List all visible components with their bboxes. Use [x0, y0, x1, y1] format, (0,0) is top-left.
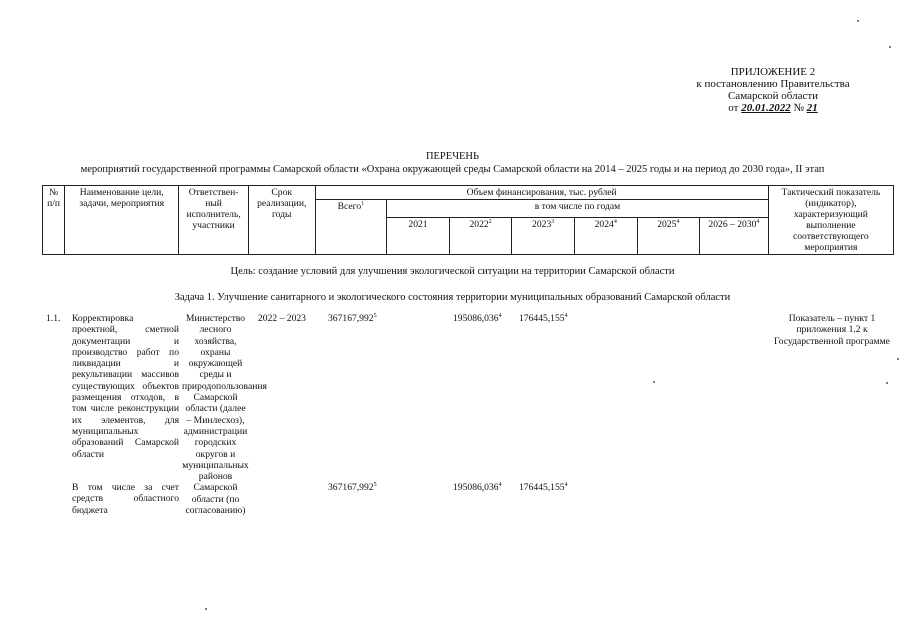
col-header-2026-2030: 2026 – 2030$^4$ [700, 218, 769, 255]
scan-speck [889, 46, 891, 48]
col-header-by-year: в том числе по годам [387, 200, 769, 218]
number-value: 21 [806, 102, 818, 114]
row-number: 1.1. [46, 313, 61, 324]
row-budget-total: 367167,992$^5$ [328, 482, 377, 493]
col-header-2024: 2024$^4$ [574, 218, 637, 255]
col-header-finance: Объем финансирования, тыс. рублей [315, 186, 768, 200]
row-total: 367167,992$^5$ [328, 313, 377, 324]
row-budget-2023: 176445,155$^4$ [519, 482, 568, 493]
scan-speck [857, 20, 859, 22]
document-subtitle: мероприятий государственной программы Самарской области «Охрана окружающей среды Самарской области на 2014 – 2025 годы и на период до 2030 года», II этап [80, 164, 825, 175]
col-header-indicator: Тактический показатель (индикатор), характеризующий выполнение соответствующего мероприятия [768, 186, 893, 255]
col-header-executor: Ответствен-ный исполнитель, участники [179, 186, 249, 255]
scan-speck [653, 381, 655, 383]
col-header-2022: 2022$^2$ [449, 218, 512, 255]
date-prefix: от [728, 102, 739, 114]
row-name: Корректировка проектной, сметной документации и производство работ по ликвидации и рекультивации массивов существующих объектов размещения отходов, в том числе реконструкции их элементов, для муниципальных образований Самарской области [72, 313, 179, 460]
row-executor: Министерство лесного хозяйства, охраны окружающей среды и природопользования Самарской области (далее – Минлесхоз), администрации городских округов и муниципальных районов Самарской области (по согласованию) [182, 313, 267, 517]
measures-table [42, 185, 894, 255]
col-header-2025: 2025$^4$ [637, 218, 700, 255]
row-term: 2022 – 2023 [258, 313, 306, 324]
date-line [673, 102, 873, 114]
col-header-2023: 2023$^3$ [512, 218, 575, 255]
scan-speck [205, 608, 207, 610]
scan-speck [886, 382, 888, 384]
decree-line: к постановлению Правительства [696, 78, 850, 90]
col-header-total: Всего$^1$ [315, 200, 387, 255]
col-header-name: Наименование цели, задачи, мероприятия [65, 186, 179, 255]
row-2023: 176445,155$^4$ [519, 313, 568, 324]
goal-line: Цель: создание условий для улучшения экологической ситуации на территории Самарской области [230, 266, 675, 277]
number-prefix: № [793, 102, 804, 114]
col-header-2021: 2021 [387, 218, 450, 255]
document-title: ПЕРЕЧЕНЬ [425, 151, 480, 162]
row-budget-name: В том числе за счет средств областного бюджета [72, 482, 179, 516]
scan-speck [897, 358, 899, 360]
region-line: Самарской области [727, 90, 819, 102]
row-indicator: Показатель – пункт 1 приложения 1.2 к Государственной программе [774, 313, 890, 347]
row-2022: 195086,036$^4$ [453, 313, 502, 324]
document-header [673, 66, 873, 114]
col-header-term: Срок реализации, годы [248, 186, 315, 255]
col-header-num: № п/п [43, 186, 65, 255]
task-line: Задача 1. Улучшение санитарного и экологического состояния территории муниципальных образований Самарской области [174, 292, 731, 303]
row-budget-2022: 195086,036$^4$ [453, 482, 502, 493]
date-value: 20.01.2022 [741, 102, 791, 114]
appendix-label: ПРИЛОЖЕНИЕ 2 [730, 66, 816, 78]
